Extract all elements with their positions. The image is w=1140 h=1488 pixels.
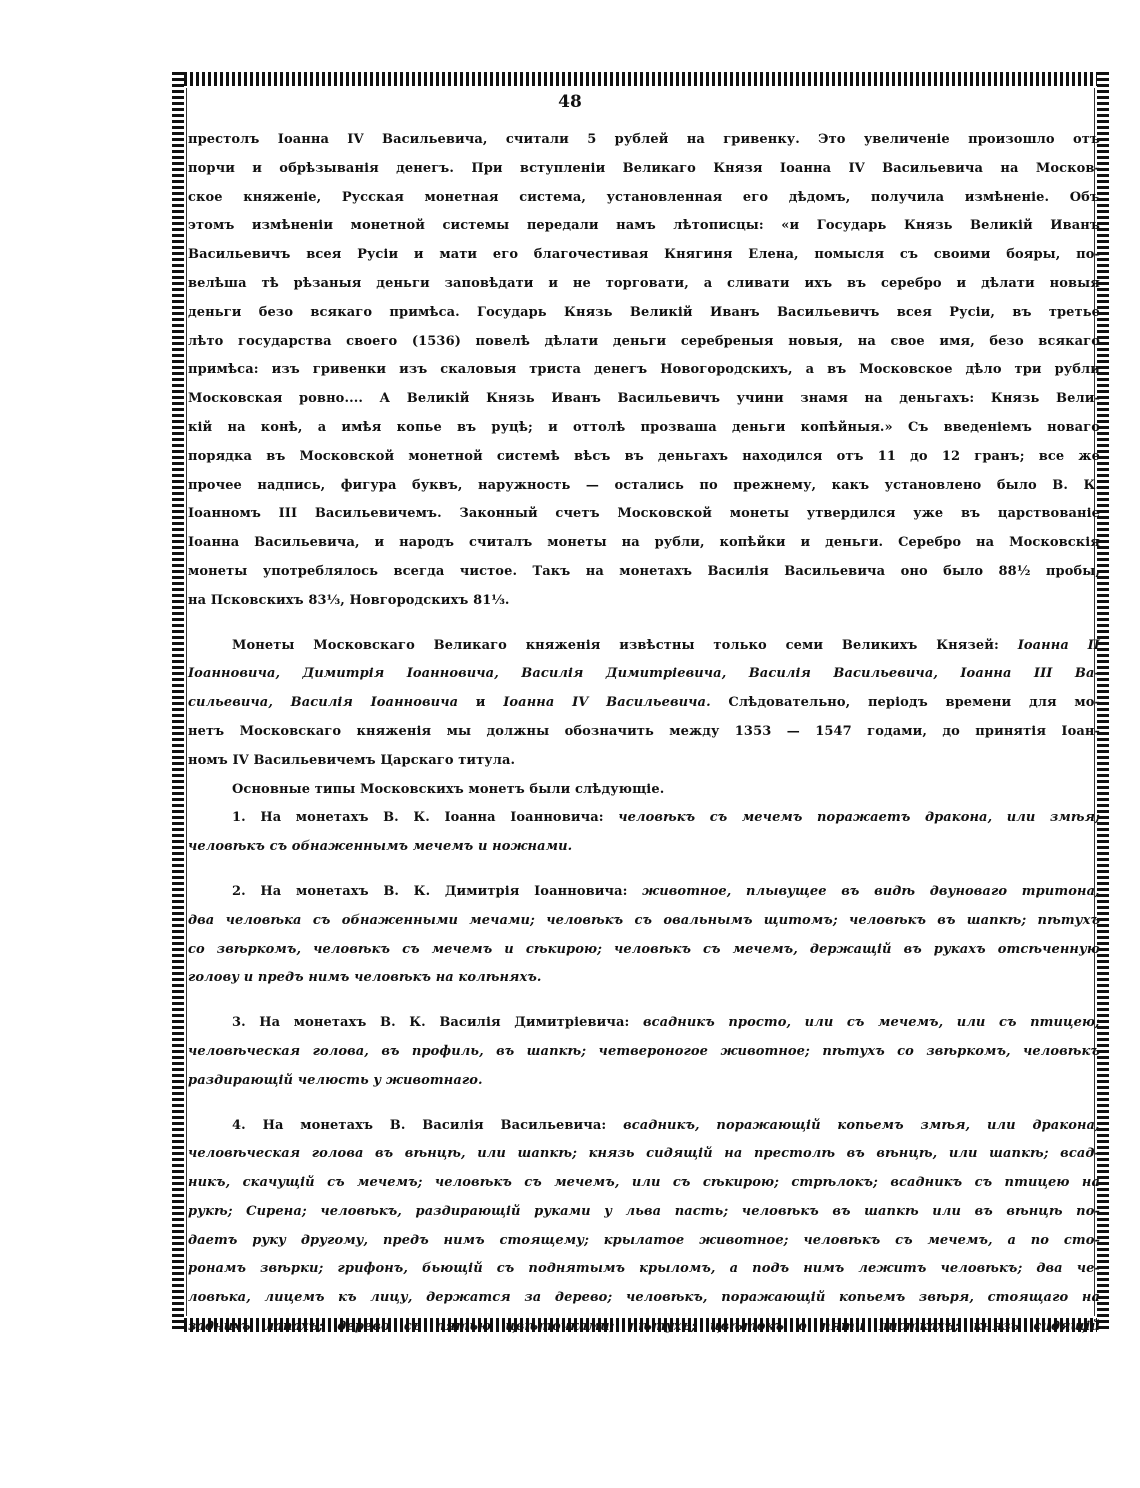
line: раздирающій челюсть у животнаго. [188, 1072, 483, 1088]
line: человѣческая голова въ вѣнцѣ, или шапкѣ; князь сидящій на престолѣ въ вѣнцѣ, или шапкѣ; всад- [188, 1146, 1100, 1162]
border-top [172, 72, 1109, 86]
list-item-3 [188, 1009, 1100, 1095]
line: велѣша тѣ рѣзаныя деньги заповѣдати и не торговати, а сливати ихъ въ серебро и дѣлати новыя [188, 275, 1100, 291]
text-run: Слѣдовательно, періодъ времени для мо- [710, 695, 1101, 711]
line [188, 689, 1100, 718]
italic-run: сильевича, Василія Іоанновича [188, 695, 476, 711]
item-lead: 3. На монетахъ В. К. Василія Димитріевича: [232, 1015, 630, 1031]
paragraph-3 [188, 776, 1100, 805]
border-left [172, 72, 184, 1332]
line: на Псковскихъ 83⅓, Новгородскихъ 81⅓. [188, 592, 510, 608]
italic-run: всадникъ просто, или съ мечемъ, или съ птицею; [642, 1015, 1100, 1031]
paragraph-1 [188, 126, 1100, 616]
line: Васильевичъ всея Русіи и мати его благочестивая Княгиня Елена, помысля съ своими бояры, по- [188, 247, 1100, 263]
text-run: и [475, 695, 504, 711]
line: порчи и обрѣзыванія денегъ. При вступленіи Великаго Князя Іоанна IV Васильевича на Москов- [188, 160, 1100, 176]
line [188, 804, 1100, 833]
list-item-1 [188, 804, 1100, 862]
italic-run: Іоанна II [1017, 637, 1100, 653]
line: монеты употреблялось всегда чистое. Такъ на монетахъ Василія Васильевича оно было 88½ пробы, [188, 563, 1100, 579]
line [188, 878, 1100, 907]
italic-run: животное, плывущее въ видѣ двуноваго тритона; [642, 883, 1100, 899]
line: номъ IV Васильевичемъ Царскаго титула. [188, 752, 516, 768]
text-run: Монеты Московскаго Великаго княженія извѣстны только семи Великихъ Князей: [232, 637, 1018, 653]
line: престолъ Іоанна IV Васильевича, считали 5 рублей на гривенку. Это увеличеніе произошло отъ [188, 132, 1100, 147]
line: человѣческая голова, въ профиль, въ шапкѣ; четвероногое животное; пѣтухъ со звѣркомъ, человѣкъ [188, 1043, 1100, 1059]
line: нетъ Московскаго княженія мы должны обозначить между 1353 — 1547 годами, до принятія Іоан- [188, 723, 1100, 739]
line: человѣкъ съ обнаженнымъ мечемъ и ножнами. [188, 839, 573, 855]
line: ловѣка, лицемъ къ лицу, держатся за дерево; человѣкъ, поражающій копьемъ звѣря, стоящаго на [188, 1290, 1100, 1306]
line: два человѣка съ обнаженными мечами; человѣкъ съ овальнымъ щитомъ; человѣкъ въ шапкѣ; пѣтухъ [188, 912, 1100, 928]
list-item-4 [188, 1112, 1100, 1342]
line: даетъ руку другому, предъ нимъ стоящему; крылатое животное; человѣкъ съ мечемъ, а по сто- [188, 1232, 1100, 1248]
line: порядка въ Московской монетной системѣ вѣсъ въ деньгахъ находился отъ 11 до 12 гранъ; все же [188, 448, 1100, 464]
line: ское княженіе, Русская монетная система, установленная его дѣдомъ, получила измѣненіе. Объ [188, 189, 1100, 205]
italic-run: человѣкъ съ мечемъ поражаетъ дракона, или змѣя; [618, 810, 1100, 826]
line: никъ, скачущій съ мечемъ; человѣкъ съ мечемъ, или съ сѣкирою; стрѣлокъ; всадникъ съ птицею на [188, 1175, 1100, 1191]
item-lead: 4. На монетахъ В. Василія Васильевича: [232, 1117, 607, 1133]
item-lead: 2. На монетахъ В. К. Димитрія Іоанновича: [232, 883, 628, 899]
line: лѣто государства своего (1536) повелѣ дѣлати деньги серебреныя новыя, на свое имя, безо всякаго [188, 333, 1100, 349]
list-item-2 [188, 878, 1100, 993]
line: Іоанна Васильевича, и народъ считалъ монеты на рубли, копѣйки и деньги. Серебро на Московскія [188, 535, 1100, 551]
italic-run: всадникъ, поражающій копьемъ змѣя, или дракона; [623, 1117, 1100, 1133]
line: Іоанновича, Димитрія Іоанновича, Василія Димитріевича, Василія Васильевича, Іоанна III Ва- [188, 666, 1100, 682]
line: Іоанномъ III Васильевичемъ. Законный счетъ Московской монеты утвердился уже въ царствованіе [188, 506, 1100, 522]
line: деньги безо всякаго примѣса. Государь Князь Великій Иванъ Васильевичъ всея Русіи, въ третье [188, 304, 1100, 320]
line: ронамъ звѣрки; грифонъ, бьющій съ поднятымъ крыломъ, а подъ нимъ лежитъ человѣкъ; два че- [188, 1261, 1100, 1277]
line: заднихъ лапахъ; дерево съ пятью цвѣточками; пѣтухъ; цвѣтокъ о пяти листкахъ; князь сидящій [188, 1319, 1100, 1335]
line: со звѣркомъ, человѣкъ съ мечемъ и сѣкирою; человѣкъ съ мечемъ, держащій въ рукахъ отсѣченную [188, 941, 1100, 957]
paragraph-2 [188, 632, 1100, 776]
line [188, 1112, 1100, 1141]
document-body [188, 126, 1100, 1342]
line [188, 1009, 1100, 1038]
italic-run: Іоанна IV Васильевича. [503, 695, 711, 711]
line: Основные типы Московскихъ монетъ были слѣдующіе. [232, 781, 665, 797]
line: голову и предъ нимъ человѣкъ на колѣняхъ. [188, 970, 542, 986]
line: этомъ измѣненіи монетной системы передали намъ лѣтописцы: «и Государь Князь Великій Иванъ [188, 218, 1100, 234]
line [188, 632, 1100, 661]
page-number: 48 [558, 92, 582, 112]
line: Московская ровно.... А Великій Князь Иванъ Васильевичъ учини знамя на деньгахъ: Князь Вели- [188, 391, 1100, 407]
item-lead: 1. На монетахъ В. К. Іоанна Іоанновича: [232, 810, 604, 826]
line: рукѣ; Сирена; человѣкъ, раздирающій руками у льва пасть; человѣкъ въ шапкѣ или въ вѣнцѣ по- [188, 1203, 1100, 1219]
line: кій на конѣ, а имѣя копье въ руцѣ; и оттолѣ прозваша деньги копѣйныя.» Съ введеніемъ новаго [188, 419, 1100, 435]
line: прочее надпись, фигура буквъ, наружность — остались по прежнему, какъ установлено было В. К. [188, 477, 1100, 493]
line: примѣса: изъ гривенки изъ скаловыя триста денегъ Новогородскихъ, а въ Московское дѣло три рубли [188, 362, 1100, 378]
